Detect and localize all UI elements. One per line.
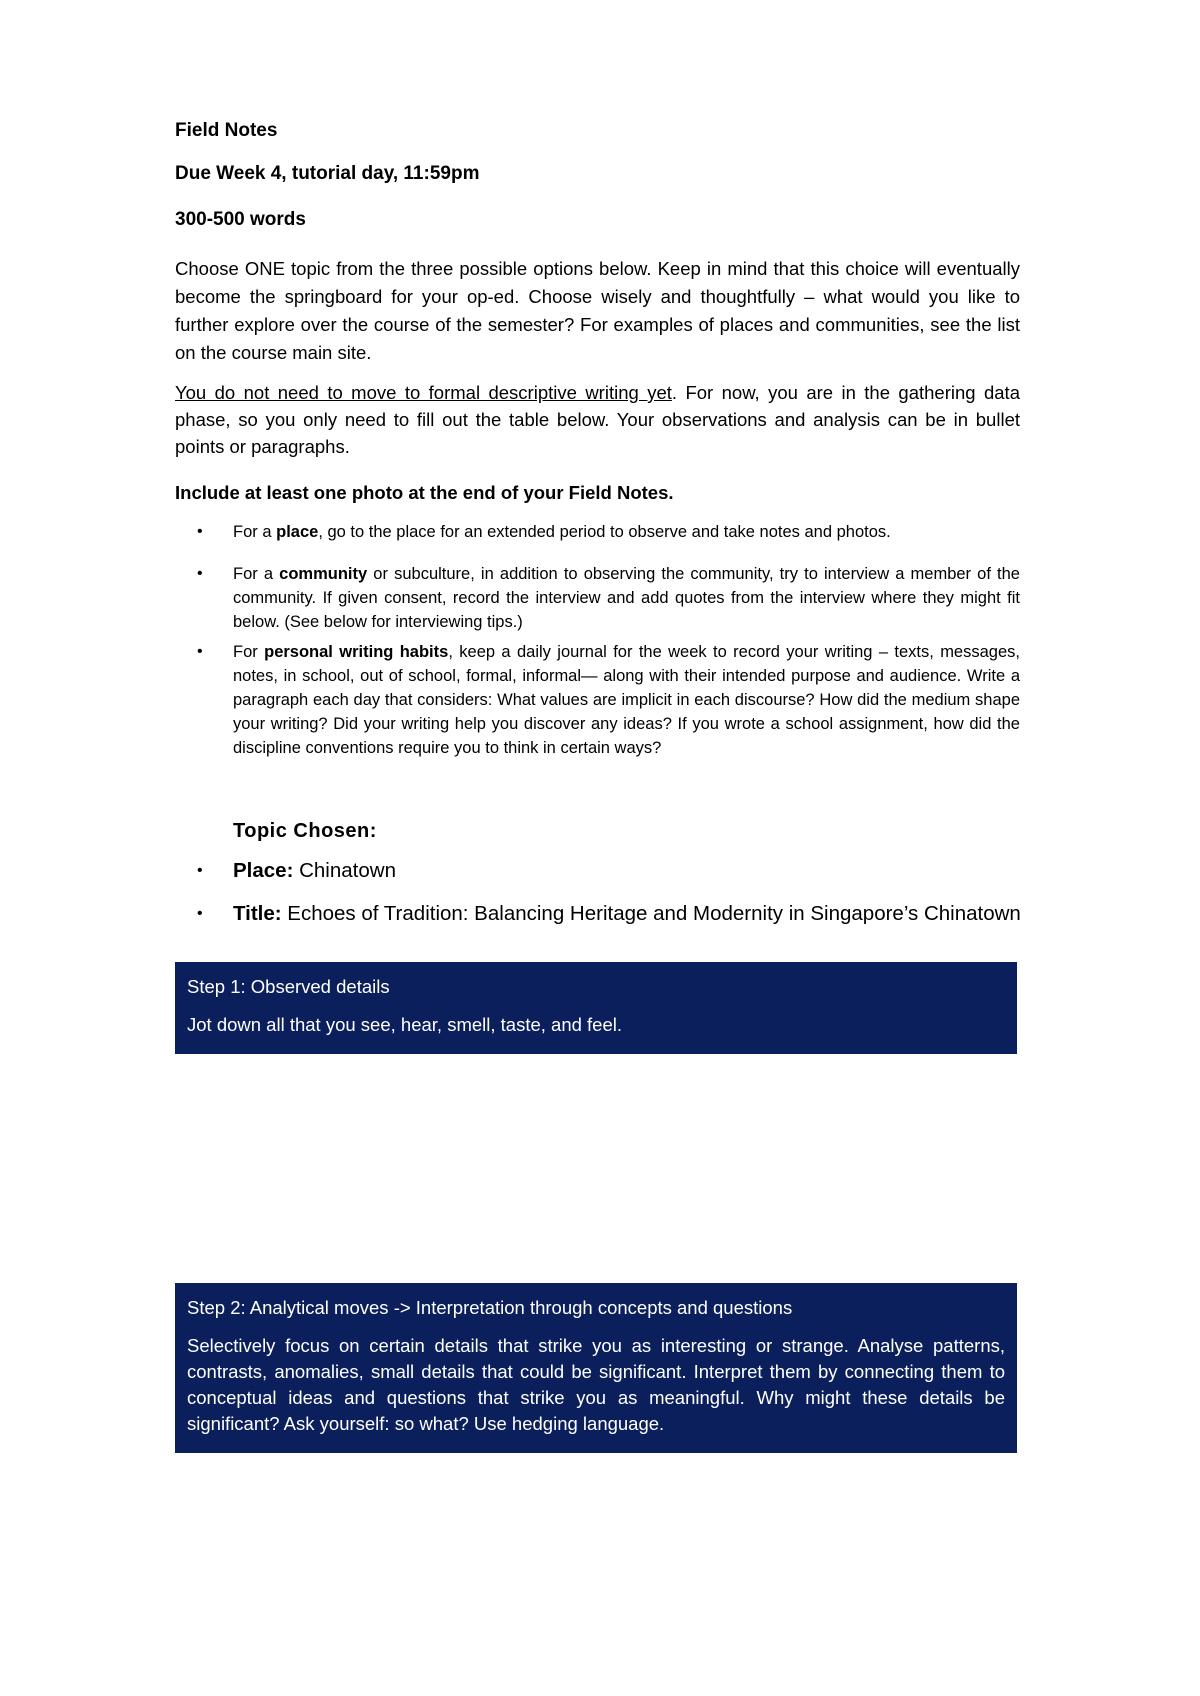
due-date: Due Week 4, tutorial day, 11:59pm xyxy=(175,163,480,184)
step2-box xyxy=(175,1283,1017,1453)
option-community: • For a community or subculture, in addition to observing the community, try to interview a member of the community. If given consent, record the interview and add quotes from the interview where they might fit below. (See below for interviewing tips.) xyxy=(175,562,1020,634)
step1-box xyxy=(175,962,1017,1054)
underlined-note: You do not need to move to formal descriptive writing yet xyxy=(175,382,672,403)
step2-body: Selectively focus on certain details that strike you as interesting or strange. Analyse patterns, contrasts, anomalies, small details that could be significant. Interpret them by connecting them to conceptual ideas and questions that strike you as meaningful. Why might these details be significant? Ask yourself: so what? Use hedging language. xyxy=(187,1335,1005,1434)
bullet-icon: • xyxy=(197,905,203,922)
topic-title: • Title: Echoes of Tradition: Balancing Heritage and Modernity in Singapore’s Chinatown xyxy=(175,900,1020,928)
option-writing-habits: • For personal writing habits, keep a daily journal for the week to record your writing – texts, messages, notes, in school, out of school, formal, informal— along with their intended purpose and audience. Write a paragraph each day that considers: What values are implicit in each discourse? How did the medium shape your writing? Did your writing help you discover any ideas? If you wrote a school assignment, how did the discipline conventions require you to think in certain ways? xyxy=(175,640,1020,760)
option-place: • For a place, go to the place for an extended period to observe and take notes and photos. xyxy=(175,520,1020,544)
bullet-icon: • xyxy=(197,565,203,582)
step1-body: Jot down all that you see, hear, smell, taste, and feel. xyxy=(187,1014,623,1035)
step2-heading: Step 2: Analytical moves -> Interpretation through concepts and questions xyxy=(187,1297,793,1318)
topic-place: • Place: Chinatown xyxy=(175,857,1020,885)
word-count: 300-500 words xyxy=(175,209,306,230)
intro-paragraph: Choose ONE topic from the three possible options below. Keep in mind that this choice will eventually become the springboard for your op-ed. Choose wisely and thoughtfully – what would you like to further explore over the course of the semester? For examples of places and communities, see the list on the course main site. xyxy=(175,258,1020,363)
note-rest: . For now, you are in the gathering data phase, so you only need to fill out the table below. Your observations and analysis can be in bullet points or paragraphs. xyxy=(175,382,1020,457)
step1-heading: Step 1: Observed details xyxy=(187,976,390,997)
document-body xyxy=(175,120,1020,943)
document-title: Field Notes xyxy=(175,120,278,141)
bullet-icon: • xyxy=(197,643,203,660)
options-list xyxy=(175,520,1020,760)
photo-instruction: Include at least one photo at the end of your Field Notes. xyxy=(175,482,674,503)
bullet-icon: • xyxy=(197,523,203,540)
topics-list xyxy=(175,857,1020,928)
bullet-icon: • xyxy=(197,862,203,879)
instruction-paragraph xyxy=(175,379,1020,460)
topic-heading: Topic Chosen: xyxy=(233,820,377,842)
